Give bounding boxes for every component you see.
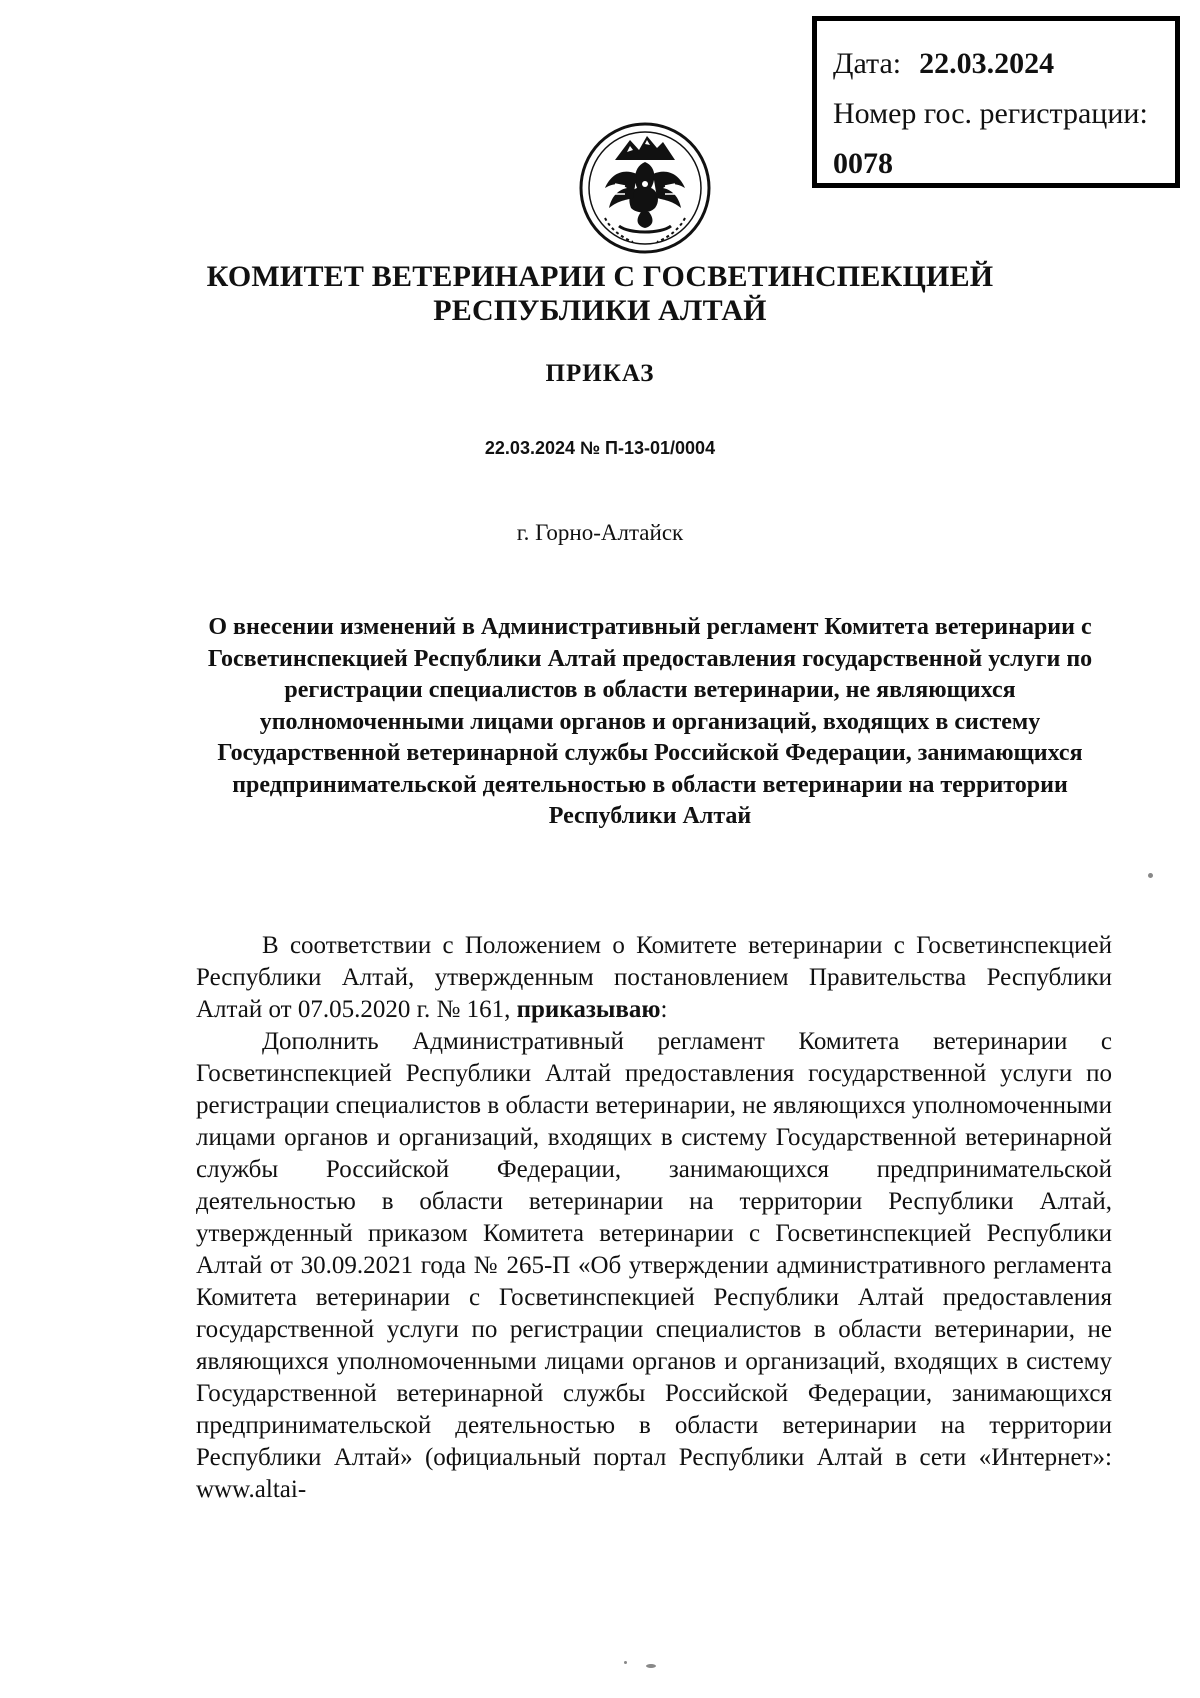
registration-date-row <box>833 39 1159 89</box>
registration-number-value: 0078 <box>833 147 893 180</box>
document-subject: О внесении изменений в Административный регламент Комитета ветеринарии с Госветинспекцией Республики Алтай предоставления государственной услуги по регистрации специалистов в области ветеринарии, не являющихся уполномоченными лицами органов и организаций, входящих в систему Государственной ветеринарной службы Российской Федерации, занимающихся предпринимательской деятельностью в области ветеринарии на территории Республики Алтай <box>207 614 1093 829</box>
body-paragraph-1 <box>196 930 1112 1026</box>
registration-stamp <box>812 16 1180 188</box>
city: г. Горно-Алтайск <box>516 520 684 545</box>
scan-speck <box>1148 873 1153 878</box>
organization-title-line-1: КОМИТЕТ ВЕТЕРИНАРИИ С ГОСВЕТИНСПЕКЦИЕЙ <box>206 260 994 293</box>
registration-date-value: 22.03.2024 <box>919 47 1055 80</box>
organization-title-line-2: РЕСПУБЛИКИ АЛТАЙ <box>433 294 767 327</box>
body-paragraph-1-end: : <box>660 996 668 1023</box>
scan-speck <box>624 1661 627 1664</box>
body-paragraph-1-bold: приказываю <box>516 996 661 1023</box>
coat-of-arms-icon <box>575 118 715 258</box>
document-type: ПРИКАЗ <box>545 360 655 387</box>
organization-title <box>0 260 1200 328</box>
scan-speck <box>646 1664 656 1668</box>
body-paragraph-2: Дополнить Административный регламент Комитета ветеринарии с Госветинспекцией Республики Алтай предоставления государственной услуги по регистрации специалистов в области ветеринарии, не являющихся уполномоченными лицами органов и организаций, входящих в систему Государственной ветеринарной службы Российской Федерации, занимающихся предпринимательской деятельностью в области ветеринарии на территории Республики Алтай, утвержденный приказом Комитета ветеринарии с Госветинспекцией Республики Алтай от 30.09.2021 года № 265-П «Об утверждении административного регламента Комитета ветеринарии с Госветинспекцией Республики Алтай предоставления государственной услуги по регистрации специалистов в области ветеринарии, не являющихся уполномоченными лицами органов и организаций, входящих в систему Государственной ветеринарной службы Российской Федерации, занимающихся предпринимательской деятельностью в области ветеринарии на территории Республики Алтай» (официальный портал Республики Алтай в сети «Интернет»: www.altai- <box>196 1028 1112 1503</box>
document-number: 22.03.2024 № П-13-01/0004 <box>484 438 716 458</box>
registration-date-label: Дата: <box>833 47 902 80</box>
body-paragraph-1-text: В соответствии с Положением о Комитете ветеринарии с Госветинспекцией Республики Алтай, утвержденным постановлением Правительства Республики Алтай от 07.05.2020 г. № 161, <box>196 932 1112 1023</box>
registration-number-label: Номер гос. регистрации: <box>833 97 1148 130</box>
document-body <box>196 930 1112 1506</box>
